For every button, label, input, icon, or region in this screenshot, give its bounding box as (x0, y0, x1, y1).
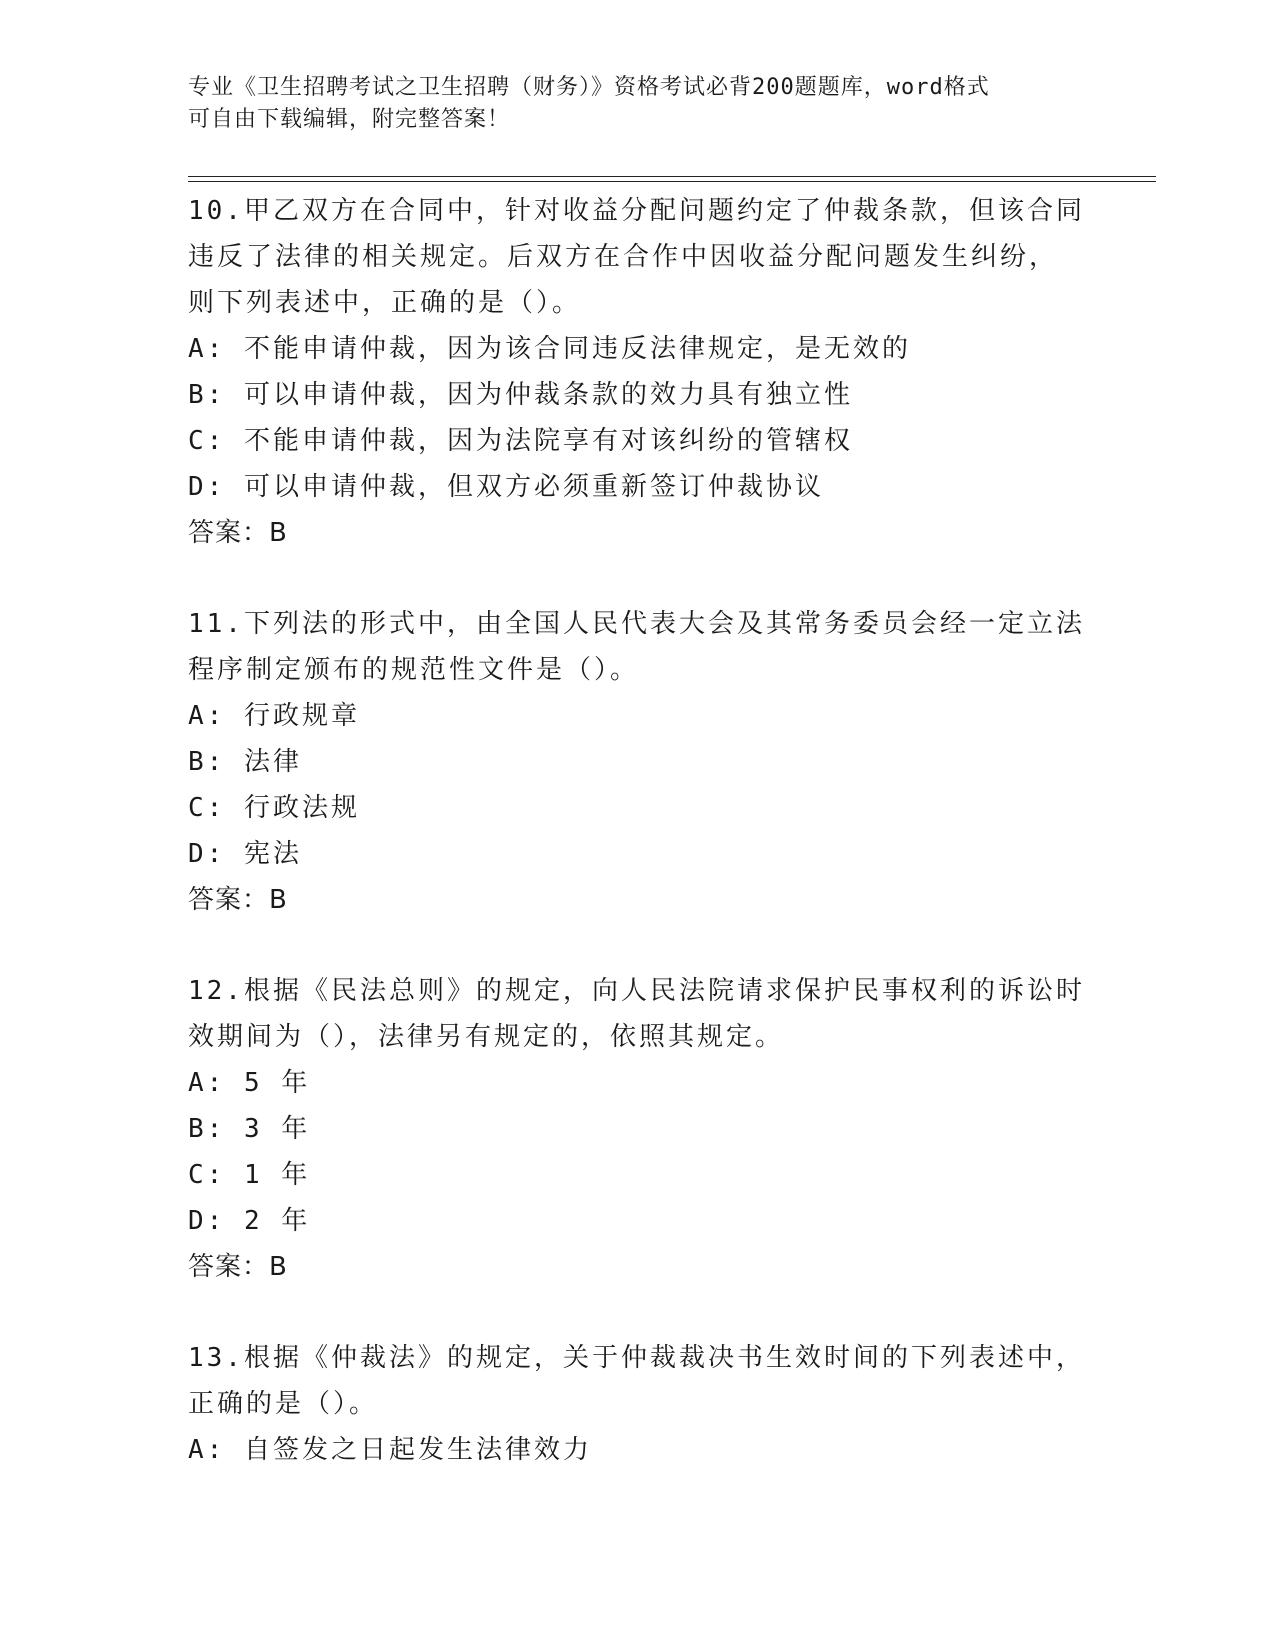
option-b: B: 可以申请仲裁，因为仲裁条款的效力具有独立性 (188, 380, 853, 410)
question-text-line: 则下列表述中，正确的是（）。 (188, 288, 582, 318)
option-c: C: 行政法规 (188, 793, 360, 823)
option-c: C: 1 年 (188, 1160, 311, 1190)
option-d: D: 宪法 (188, 839, 302, 869)
option-a: A: 不能申请仲裁，因为该合同违反法律规定，是无效的 (188, 334, 911, 364)
header-divider-bottom (188, 181, 1156, 182)
question-text-line: 效期间为（），法律另有规定的，依照其规定。 (188, 1022, 785, 1052)
option-a: A: 行政规章 (188, 701, 360, 731)
option-a: A: 自签发之日起发生法律效力 (188, 1435, 592, 1465)
question-text-line: 违反了法律的相关规定。后双方在合作中因收益分配问题发生纠纷， (188, 242, 1059, 272)
header-line-1: 专业《卫生招聘考试之卫生招聘（财务）》资格考试必背200题题库，word格式 (188, 75, 990, 100)
question-text-line: 13.根据《仲裁法》的规定，关于仲裁裁决书生效时间的下列表述中， (188, 1343, 1085, 1373)
question-text-line: 正确的是（）。 (188, 1389, 379, 1419)
option-a: A: 5 年 (188, 1068, 311, 1098)
question-list (188, 188, 1088, 1518)
question-10 (188, 188, 1088, 556)
option-b: B: 3 年 (188, 1114, 311, 1144)
answer-line: 答案：B (188, 885, 288, 915)
question-text-line: 程序制定颁布的规范性文件是（）。 (188, 655, 640, 685)
answer-line: 答案：B (188, 518, 288, 548)
header-line-2: 可自由下载编辑，附完整答案！ (188, 107, 511, 132)
document-header (188, 72, 1088, 136)
question-13 (188, 1335, 1088, 1473)
option-c: C: 不能申请仲裁，因为法院享有对该纠纷的管辖权 (188, 426, 853, 456)
question-text-line: 11.下列法的形式中，由全国人民代表大会及其常务委员会经一定立法 (188, 609, 1085, 639)
option-d: D: 2 年 (188, 1206, 311, 1236)
question-11 (188, 601, 1088, 923)
option-d: D: 可以申请仲裁，但双方必须重新签订仲裁协议 (188, 472, 824, 502)
question-12 (188, 968, 1088, 1290)
header-divider-top (188, 176, 1156, 177)
question-text-line: 12.根据《民法总则》的规定，向人民法院请求保护民事权利的诉讼时 (188, 976, 1085, 1006)
question-text-line: 10.甲乙双方在合同中，针对收益分配问题约定了仲裁条款，但该合同 (188, 196, 1085, 226)
answer-line: 答案：B (188, 1252, 288, 1282)
option-b: B: 法律 (188, 747, 302, 777)
